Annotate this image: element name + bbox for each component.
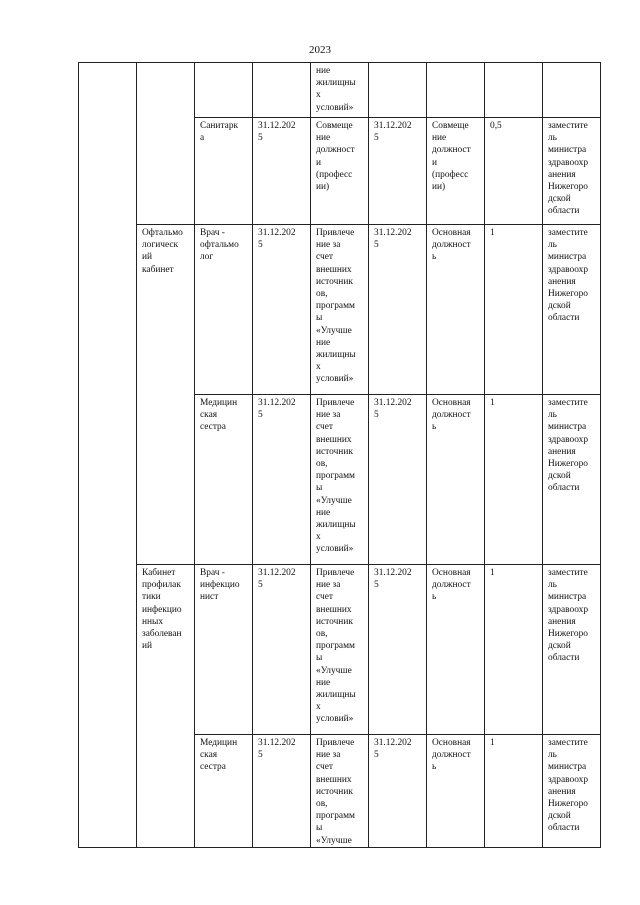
position-cell: Санитарк а	[195, 118, 253, 225]
date-cell: 31.12.202 5	[253, 395, 311, 565]
date-cell: 31.12.202 5	[253, 225, 311, 395]
position-type-cell: Основная должност ь	[427, 565, 485, 735]
position-cell: Медицин ская сестра	[195, 395, 253, 565]
staffing-table	[78, 62, 601, 848]
rate-cell: 0,5	[485, 118, 543, 225]
subsection-cell: Кабинет профилак тики инфекцио нных заболеван ий	[137, 565, 195, 848]
responsible-cell: заместите ль министра здравоохр анения Нижегоро дской области	[543, 225, 601, 395]
position-cell: Врач - офтальмо лог	[195, 225, 253, 395]
date-cell: 31.12.202 5	[369, 225, 427, 395]
date-cell: 31.12.202 5	[253, 118, 311, 225]
position-type-cell: Основная должност ь	[427, 395, 485, 565]
organization-cell	[79, 63, 137, 848]
basis-cell: Привлече ние за счет внешних источник ов, программ ы «Улучше ние жилищны х условий»	[311, 395, 369, 565]
position-type-cell: Основная должност ь	[427, 735, 485, 848]
rate-cell	[485, 63, 543, 118]
basis-cell: Привлече ние за счет внешних источник ов, программ ы «Улучше ние жилищны х условий»	[311, 225, 369, 395]
table-row	[79, 225, 601, 395]
basis-cell: Привлече ние за счет внешних источник ов, программ ы «Улучше ние жилищны х условий»	[311, 565, 369, 735]
date-cell: 31.12.202 5	[369, 735, 427, 848]
responsible-cell: заместите ль министра здравоохр анения Нижегоро дской области	[543, 565, 601, 735]
position-type-cell: Совмеще ние должност и (професс ии)	[427, 118, 485, 225]
rate-cell: 1	[485, 225, 543, 395]
rate-cell: 1	[485, 735, 543, 848]
basis-cell: ние жилищны х условий»	[311, 63, 369, 118]
basis-cell: Совмеще ние должност и (професс ии)	[311, 118, 369, 225]
position-cell	[195, 63, 253, 118]
responsible-cell	[543, 63, 601, 118]
responsible-cell: заместите ль министра здравоохр анения Нижегоро дской области	[543, 735, 601, 848]
table-row	[79, 63, 601, 118]
date-cell: 31.12.202 5	[369, 395, 427, 565]
position-type-cell	[427, 63, 485, 118]
position-type-cell: Основная должност ь	[427, 225, 485, 395]
rate-cell: 1	[485, 565, 543, 735]
subsection-cell: Офтальмо логическ ий кабинет	[137, 225, 195, 565]
date-cell: 31.12.202 5	[369, 118, 427, 225]
page-number: 2023	[309, 44, 331, 56]
date-cell: 31.12.202 5	[253, 735, 311, 848]
subsection-cell	[137, 63, 195, 225]
date-cell: 31.12.202 5	[253, 565, 311, 735]
position-cell: Врач - инфекцио нист	[195, 565, 253, 735]
date-cell	[369, 63, 427, 118]
responsible-cell: заместите ль министра здравоохр анения Нижегоро дской области	[543, 118, 601, 225]
rate-cell: 1	[485, 395, 543, 565]
basis-cell: Привлече ние за счет внешних источник ов, программ ы «Улучше	[311, 735, 369, 848]
position-cell: Медицин ская сестра	[195, 735, 253, 848]
responsible-cell: заместите ль министра здравоохр анения Нижегоро дской области	[543, 395, 601, 565]
date-cell: 31.12.202 5	[369, 565, 427, 735]
date-cell	[253, 63, 311, 118]
table-row	[79, 565, 601, 735]
